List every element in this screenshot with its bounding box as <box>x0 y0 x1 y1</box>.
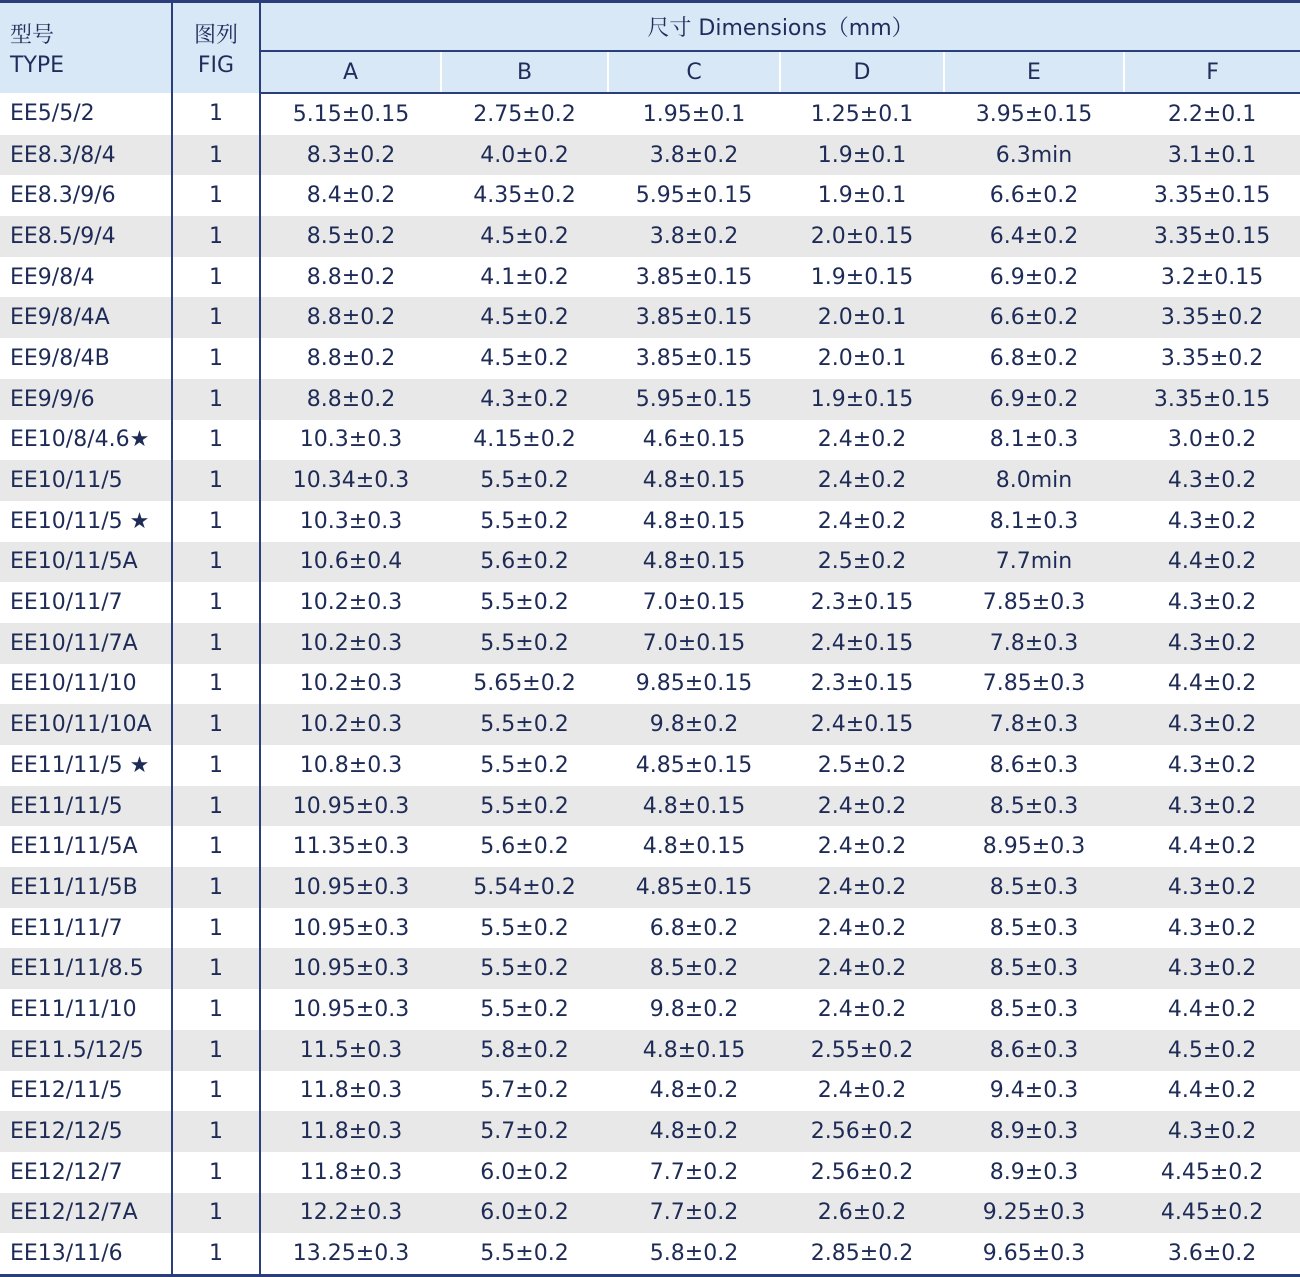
cell-type: EE11/11/5 <box>0 786 172 827</box>
cell-d: 2.4±0.15 <box>780 704 944 745</box>
cell-type: EE11/11/5 ★ <box>0 745 172 786</box>
table-row <box>0 338 1300 379</box>
cell-b: 2.75±0.2 <box>441 93 608 135</box>
cell-e: 7.8±0.3 <box>944 704 1124 745</box>
cell-type: EE11/11/7 <box>0 908 172 949</box>
cell-b: 5.54±0.2 <box>441 867 608 908</box>
cell-f: 3.35±0.15 <box>1124 379 1300 420</box>
cell-type: EE9/9/6 <box>0 379 172 420</box>
type-header-en: TYPE <box>10 53 65 78</box>
cell-e: 9.25±0.3 <box>944 1193 1124 1234</box>
cell-fig: 1 <box>172 623 260 664</box>
cell-f: 4.3±0.2 <box>1124 786 1300 827</box>
cell-e: 8.1±0.3 <box>944 420 1124 461</box>
cell-f: 4.45±0.2 <box>1124 1193 1300 1234</box>
cell-e: 8.5±0.3 <box>944 867 1124 908</box>
cell-d: 1.25±0.1 <box>780 93 944 135</box>
cell-f: 3.6±0.2 <box>1124 1233 1300 1275</box>
cell-d: 1.9±0.1 <box>780 175 944 216</box>
cell-fig: 1 <box>172 908 260 949</box>
cell-fig: 1 <box>172 460 260 501</box>
dimensions-header: 尺寸 Dimensions（mm） <box>260 2 1300 52</box>
cell-f: 4.4±0.2 <box>1124 664 1300 705</box>
cell-c: 6.8±0.2 <box>608 908 780 949</box>
cell-type: EE10/11/5 ★ <box>0 501 172 542</box>
table-row <box>0 989 1300 1030</box>
cell-fig: 1 <box>172 1111 260 1152</box>
table-row <box>0 704 1300 745</box>
type-header-cn: 型号 <box>10 23 55 48</box>
cell-fig: 1 <box>172 989 260 1030</box>
cell-type: EE10/11/10A <box>0 704 172 745</box>
cell-d: 1.9±0.15 <box>780 379 944 420</box>
cell-type: EE11/11/5A <box>0 826 172 867</box>
cell-e: 9.4±0.3 <box>944 1071 1124 1112</box>
cell-a: 11.35±0.3 <box>260 826 441 867</box>
table-row <box>0 216 1300 257</box>
table-row <box>0 786 1300 827</box>
cell-type: EE5/5/2 <box>0 93 172 135</box>
cell-d: 2.4±0.2 <box>780 908 944 949</box>
cell-e: 8.9±0.3 <box>944 1152 1124 1193</box>
column-header-f: F <box>1124 51 1300 93</box>
cell-b: 5.5±0.2 <box>441 582 608 623</box>
cell-a: 10.2±0.3 <box>260 704 441 745</box>
cell-fig: 1 <box>172 948 260 989</box>
cell-a: 8.5±0.2 <box>260 216 441 257</box>
cell-a: 8.4±0.2 <box>260 175 441 216</box>
cell-b: 5.7±0.2 <box>441 1111 608 1152</box>
cell-d: 2.5±0.2 <box>780 542 944 583</box>
cell-fig: 1 <box>172 867 260 908</box>
cell-c: 3.85±0.15 <box>608 338 780 379</box>
cell-fig: 1 <box>172 1030 260 1071</box>
cell-d: 2.4±0.15 <box>780 623 944 664</box>
cell-type: EE10/11/7A <box>0 623 172 664</box>
cell-d: 1.9±0.15 <box>780 257 944 298</box>
cell-e: 8.9±0.3 <box>944 1111 1124 1152</box>
cell-b: 5.5±0.2 <box>441 460 608 501</box>
cell-d: 2.4±0.2 <box>780 1071 944 1112</box>
cell-a: 11.5±0.3 <box>260 1030 441 1071</box>
cell-e: 6.9±0.2 <box>944 257 1124 298</box>
column-header-b: B <box>441 51 608 93</box>
cell-d: 2.0±0.15 <box>780 216 944 257</box>
table-row <box>0 1233 1300 1275</box>
cell-fig: 1 <box>172 1152 260 1193</box>
cell-a: 8.3±0.2 <box>260 135 441 176</box>
cell-type: EE8.3/9/6 <box>0 175 172 216</box>
cell-f: 3.35±0.15 <box>1124 175 1300 216</box>
table-row <box>0 948 1300 989</box>
table-row <box>0 1152 1300 1193</box>
cell-e: 3.95±0.15 <box>944 93 1124 135</box>
cell-fig: 1 <box>172 135 260 176</box>
cell-a: 12.2±0.3 <box>260 1193 441 1234</box>
cell-type: EE10/8/4.6★ <box>0 420 172 461</box>
cell-e: 8.0min <box>944 460 1124 501</box>
cell-b: 5.5±0.2 <box>441 501 608 542</box>
table-row <box>0 135 1300 176</box>
cell-a: 13.25±0.3 <box>260 1233 441 1275</box>
table-row <box>0 1030 1300 1071</box>
cell-f: 4.3±0.2 <box>1124 867 1300 908</box>
cell-f: 4.4±0.2 <box>1124 826 1300 867</box>
cell-a: 10.2±0.3 <box>260 623 441 664</box>
cell-d: 2.4±0.2 <box>780 948 944 989</box>
column-header-a: A <box>260 51 441 93</box>
table-row <box>0 664 1300 705</box>
cell-f: 4.4±0.2 <box>1124 1071 1300 1112</box>
cell-e: 6.6±0.2 <box>944 297 1124 338</box>
cell-d: 2.4±0.2 <box>780 989 944 1030</box>
cell-a: 8.8±0.2 <box>260 379 441 420</box>
cell-a: 11.8±0.3 <box>260 1152 441 1193</box>
cell-type: EE11/11/8.5 <box>0 948 172 989</box>
cell-b: 5.5±0.2 <box>441 948 608 989</box>
cell-b: 5.5±0.2 <box>441 745 608 786</box>
cell-e: 8.95±0.3 <box>944 826 1124 867</box>
cell-c: 4.8±0.15 <box>608 826 780 867</box>
cell-d: 2.4±0.2 <box>780 501 944 542</box>
cell-d: 2.56±0.2 <box>780 1111 944 1152</box>
cell-b: 5.7±0.2 <box>441 1071 608 1112</box>
cell-c: 7.7±0.2 <box>608 1193 780 1234</box>
cell-c: 4.8±0.15 <box>608 501 780 542</box>
cell-d: 2.0±0.1 <box>780 338 944 379</box>
table-row <box>0 1111 1300 1152</box>
cell-c: 5.95±0.15 <box>608 379 780 420</box>
cell-c: 3.85±0.15 <box>608 297 780 338</box>
cell-type: EE10/11/5 <box>0 460 172 501</box>
cell-a: 10.3±0.3 <box>260 420 441 461</box>
cell-b: 4.15±0.2 <box>441 420 608 461</box>
cell-e: 6.4±0.2 <box>944 216 1124 257</box>
cell-fig: 1 <box>172 1071 260 1112</box>
cell-type: EE12/12/7 <box>0 1152 172 1193</box>
cell-c: 4.8±0.2 <box>608 1111 780 1152</box>
cell-b: 4.35±0.2 <box>441 175 608 216</box>
cell-f: 4.3±0.2 <box>1124 623 1300 664</box>
cell-b: 4.5±0.2 <box>441 338 608 379</box>
cell-d: 2.85±0.2 <box>780 1233 944 1275</box>
cell-type: EE9/8/4 <box>0 257 172 298</box>
cell-c: 4.8±0.15 <box>608 542 780 583</box>
cell-a: 10.6±0.4 <box>260 542 441 583</box>
cell-c: 9.85±0.15 <box>608 664 780 705</box>
cell-d: 1.9±0.1 <box>780 135 944 176</box>
cell-a: 10.8±0.3 <box>260 745 441 786</box>
cell-b: 5.6±0.2 <box>441 542 608 583</box>
cell-f: 3.2±0.15 <box>1124 257 1300 298</box>
table-row <box>0 460 1300 501</box>
cell-c: 3.8±0.2 <box>608 135 780 176</box>
cell-c: 4.8±0.15 <box>608 1030 780 1071</box>
cell-f: 4.3±0.2 <box>1124 745 1300 786</box>
cell-c: 4.6±0.15 <box>608 420 780 461</box>
cell-b: 4.1±0.2 <box>441 257 608 298</box>
table-row <box>0 908 1300 949</box>
cell-c: 8.5±0.2 <box>608 948 780 989</box>
cell-d: 2.0±0.1 <box>780 297 944 338</box>
cell-fig: 1 <box>172 542 260 583</box>
table-row <box>0 826 1300 867</box>
cell-e: 7.85±0.3 <box>944 664 1124 705</box>
cell-c: 4.85±0.15 <box>608 745 780 786</box>
cell-type: EE12/12/7A <box>0 1193 172 1234</box>
cell-c: 7.0±0.15 <box>608 623 780 664</box>
cell-b: 5.5±0.2 <box>441 1233 608 1275</box>
cell-e: 8.6±0.3 <box>944 745 1124 786</box>
cell-d: 2.4±0.2 <box>780 420 944 461</box>
cell-a: 8.8±0.2 <box>260 297 441 338</box>
cell-type: EE10/11/7 <box>0 582 172 623</box>
cell-c: 4.8±0.15 <box>608 460 780 501</box>
cell-f: 3.1±0.1 <box>1124 135 1300 176</box>
cell-f: 4.3±0.2 <box>1124 501 1300 542</box>
cell-a: 10.2±0.3 <box>260 582 441 623</box>
column-header-d: D <box>780 51 944 93</box>
cell-fig: 1 <box>172 704 260 745</box>
cell-e: 9.65±0.3 <box>944 1233 1124 1275</box>
cell-c: 4.8±0.15 <box>608 786 780 827</box>
cell-c: 3.8±0.2 <box>608 216 780 257</box>
cell-b: 4.0±0.2 <box>441 135 608 176</box>
cell-c: 5.95±0.15 <box>608 175 780 216</box>
cell-type: EE11/11/5B <box>0 867 172 908</box>
fig-header-en: FIG <box>197 53 235 78</box>
cell-e: 8.6±0.3 <box>944 1030 1124 1071</box>
cell-a: 10.2±0.3 <box>260 664 441 705</box>
cell-c: 9.8±0.2 <box>608 704 780 745</box>
cell-a: 10.95±0.3 <box>260 989 441 1030</box>
table-row <box>0 297 1300 338</box>
cell-f: 4.4±0.2 <box>1124 989 1300 1030</box>
table-row <box>0 1071 1300 1112</box>
cell-a: 8.8±0.2 <box>260 338 441 379</box>
cell-e: 7.85±0.3 <box>944 582 1124 623</box>
fig-header-cn: 图列 <box>193 23 238 48</box>
cell-fig: 1 <box>172 257 260 298</box>
cell-d: 2.4±0.2 <box>780 786 944 827</box>
cell-fig: 1 <box>172 338 260 379</box>
cell-type: EE9/8/4A <box>0 297 172 338</box>
cell-a: 11.8±0.3 <box>260 1111 441 1152</box>
cell-b: 5.5±0.2 <box>441 704 608 745</box>
cell-type: EE9/8/4B <box>0 338 172 379</box>
cell-f: 4.3±0.2 <box>1124 460 1300 501</box>
cell-e: 6.9±0.2 <box>944 379 1124 420</box>
cell-a: 10.3±0.3 <box>260 501 441 542</box>
column-header-e: E <box>944 51 1124 93</box>
cell-fig: 1 <box>172 582 260 623</box>
cell-d: 2.3±0.15 <box>780 582 944 623</box>
cell-type: EE13/11/6 <box>0 1233 172 1275</box>
cell-f: 4.3±0.2 <box>1124 582 1300 623</box>
cell-f: 4.45±0.2 <box>1124 1152 1300 1193</box>
cell-type: EE12/11/5 <box>0 1071 172 1112</box>
cell-c: 7.7±0.2 <box>608 1152 780 1193</box>
cell-e: 7.8±0.3 <box>944 623 1124 664</box>
cell-f: 2.2±0.1 <box>1124 93 1300 135</box>
cell-e: 8.5±0.3 <box>944 908 1124 949</box>
cell-e: 8.5±0.3 <box>944 948 1124 989</box>
cell-a: 5.15±0.15 <box>260 93 441 135</box>
cell-d: 2.6±0.2 <box>780 1193 944 1234</box>
cell-d: 2.55±0.2 <box>780 1030 944 1071</box>
table-row <box>0 501 1300 542</box>
cell-type: EE10/11/10 <box>0 664 172 705</box>
cell-b: 6.0±0.2 <box>441 1193 608 1234</box>
cell-b: 5.8±0.2 <box>441 1030 608 1071</box>
cell-f: 3.35±0.15 <box>1124 216 1300 257</box>
table-row <box>0 582 1300 623</box>
cell-fig: 1 <box>172 786 260 827</box>
cell-c: 7.0±0.15 <box>608 582 780 623</box>
cell-fig: 1 <box>172 826 260 867</box>
cell-fig: 1 <box>172 93 260 135</box>
table-row <box>0 745 1300 786</box>
cell-fig: 1 <box>172 1233 260 1275</box>
cell-d: 2.4±0.2 <box>780 460 944 501</box>
cell-fig: 1 <box>172 501 260 542</box>
table-row <box>0 257 1300 298</box>
cell-f: 3.35±0.2 <box>1124 338 1300 379</box>
cell-f: 4.4±0.2 <box>1124 542 1300 583</box>
table-row <box>0 623 1300 664</box>
cell-fig: 1 <box>172 297 260 338</box>
cell-fig: 1 <box>172 1193 260 1234</box>
cell-d: 2.56±0.2 <box>780 1152 944 1193</box>
cell-b: 6.0±0.2 <box>441 1152 608 1193</box>
cell-type: EE12/12/5 <box>0 1111 172 1152</box>
cell-a: 10.34±0.3 <box>260 460 441 501</box>
type-header <box>0 2 172 94</box>
cell-type: EE10/11/5A <box>0 542 172 583</box>
cell-b: 4.3±0.2 <box>441 379 608 420</box>
cell-b: 5.5±0.2 <box>441 908 608 949</box>
cell-fig: 1 <box>172 379 260 420</box>
cell-e: 8.1±0.3 <box>944 501 1124 542</box>
cell-e: 6.6±0.2 <box>944 175 1124 216</box>
cell-a: 8.8±0.2 <box>260 257 441 298</box>
cell-b: 5.6±0.2 <box>441 826 608 867</box>
cell-a: 10.95±0.3 <box>260 948 441 989</box>
cell-b: 5.5±0.2 <box>441 623 608 664</box>
cell-c: 4.8±0.2 <box>608 1071 780 1112</box>
cell-d: 2.5±0.2 <box>780 745 944 786</box>
cell-f: 4.3±0.2 <box>1124 704 1300 745</box>
cell-c: 1.95±0.1 <box>608 93 780 135</box>
cell-fig: 1 <box>172 664 260 705</box>
cell-fig: 1 <box>172 745 260 786</box>
cell-d: 2.3±0.15 <box>780 664 944 705</box>
cell-e: 8.5±0.3 <box>944 989 1124 1030</box>
cell-f: 4.3±0.2 <box>1124 948 1300 989</box>
cell-c: 5.8±0.2 <box>608 1233 780 1275</box>
cell-b: 4.5±0.2 <box>441 216 608 257</box>
table-row <box>0 867 1300 908</box>
cell-f: 3.35±0.2 <box>1124 297 1300 338</box>
cell-c: 3.85±0.15 <box>608 257 780 298</box>
table-row <box>0 542 1300 583</box>
cell-type: EE11/11/10 <box>0 989 172 1030</box>
fig-header <box>172 2 260 94</box>
table-row <box>0 175 1300 216</box>
cell-a: 10.95±0.3 <box>260 867 441 908</box>
cell-f: 4.3±0.2 <box>1124 908 1300 949</box>
cell-b: 4.5±0.2 <box>441 297 608 338</box>
cell-fig: 1 <box>172 420 260 461</box>
cell-c: 4.85±0.15 <box>608 867 780 908</box>
cell-c: 9.8±0.2 <box>608 989 780 1030</box>
cell-type: EE8.5/9/4 <box>0 216 172 257</box>
cell-b: 5.5±0.2 <box>441 989 608 1030</box>
table-row <box>0 420 1300 461</box>
cell-e: 6.3min <box>944 135 1124 176</box>
cell-d: 2.4±0.2 <box>780 826 944 867</box>
cell-f: 4.5±0.2 <box>1124 1030 1300 1071</box>
cell-a: 11.8±0.3 <box>260 1071 441 1112</box>
cell-type: EE11.5/12/5 <box>0 1030 172 1071</box>
cell-a: 10.95±0.3 <box>260 786 441 827</box>
cell-b: 5.5±0.2 <box>441 786 608 827</box>
cell-f: 3.0±0.2 <box>1124 420 1300 461</box>
cell-b: 5.65±0.2 <box>441 664 608 705</box>
cell-e: 8.5±0.3 <box>944 786 1124 827</box>
cell-f: 4.3±0.2 <box>1124 1111 1300 1152</box>
cell-type: EE8.3/8/4 <box>0 135 172 176</box>
table-row <box>0 1193 1300 1234</box>
cell-e: 7.7min <box>944 542 1124 583</box>
cell-a: 10.95±0.3 <box>260 908 441 949</box>
cell-fig: 1 <box>172 216 260 257</box>
table-row <box>0 379 1300 420</box>
cell-d: 2.4±0.2 <box>780 867 944 908</box>
column-header-c: C <box>608 51 780 93</box>
cell-fig: 1 <box>172 175 260 216</box>
table-row <box>0 93 1300 135</box>
cell-e: 6.8±0.2 <box>944 338 1124 379</box>
